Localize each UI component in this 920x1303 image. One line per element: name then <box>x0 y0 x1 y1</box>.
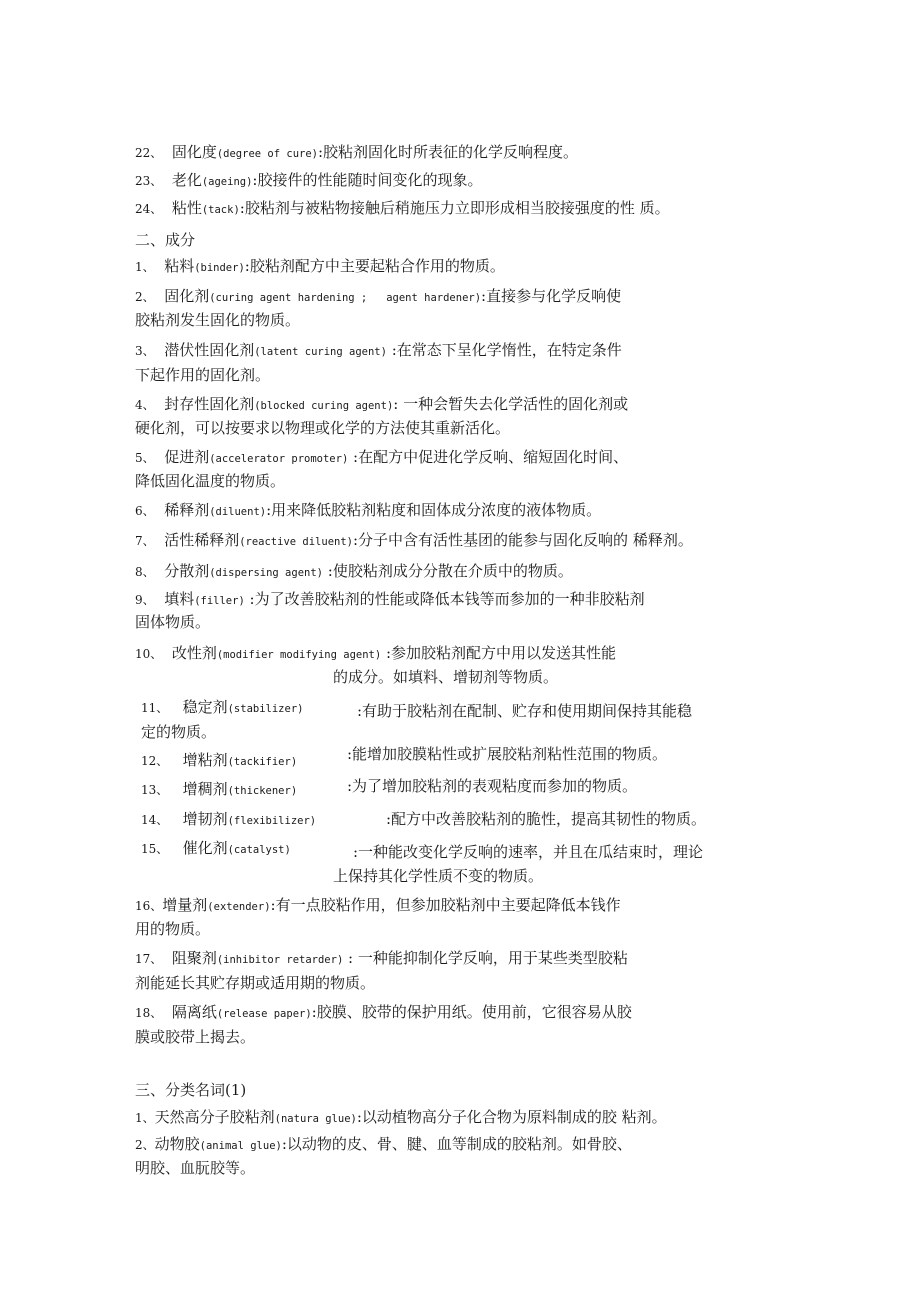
term-entry <box>135 1107 667 1129</box>
entry-english: (filler) <box>194 595 245 607</box>
entry-number: 22、 <box>135 146 163 160</box>
entry-term: 分散剂 <box>164 562 210 580</box>
entry-term: 填料 <box>164 590 195 608</box>
entry-english: (blocked curing agent) <box>254 400 394 412</box>
entry-term: 天然高分子胶粘剂 <box>154 1108 275 1126</box>
entry-english: (inhibitor retarder) <box>216 954 344 966</box>
entry-term: 改性剂 <box>171 644 217 662</box>
entry-number: 1、 <box>135 1111 155 1125</box>
entry-definition: :为了改善胶粘剂的性能或降低本钱等而参加的一种非胶粘剂 <box>244 590 645 608</box>
entry-definition: :用来降低胶粘剂粘度和固体成分浓度的液体物质。 <box>266 501 602 519</box>
entry-definition: :参加胶粘剂配方中用以发送其性能 <box>381 644 617 662</box>
term-entry <box>135 142 578 164</box>
term-entry <box>141 779 297 801</box>
entry-definition: :能增加胶膜粘性或扩展胶粘剂粘性范围的物质。 <box>347 745 668 763</box>
entry-term: 动物胶 <box>154 1135 200 1153</box>
entry-english: (degree of cure) <box>216 148 318 160</box>
entry-definition: :胶膜、胶带的保护用纸。使用前，它很容易从胶 <box>311 1003 632 1021</box>
entry-term: 活性稀释剂 <box>164 531 240 549</box>
term-entry <box>141 809 316 831</box>
entry-continuation: 固体物质。 <box>135 613 211 631</box>
entry-english: (reactive diluent) <box>239 536 353 548</box>
entry-definition: :胶粘剂与被粘物接触后稍施压力立即形成相当胶接强度的性 质。 <box>239 199 670 217</box>
entry-term: 增量剂 <box>162 896 208 914</box>
entry-term: 稀释剂 <box>164 501 210 519</box>
entry-number: 8、 <box>135 565 155 579</box>
entry-number: 9、 <box>135 593 155 607</box>
entry-number: 10、 <box>135 647 163 661</box>
entry-continuation: 用的物质。 <box>135 920 211 938</box>
entry-definition: :一种能改变化学反响的速率，并且在瓜结束时，理论 <box>353 843 704 861</box>
entry-definition: :胶接件的性能随时间变化的现象。 <box>252 171 483 189</box>
entry-term: 增粘剂 <box>182 751 228 769</box>
term-entry <box>135 589 645 611</box>
entry-term: 粘料 <box>164 257 195 275</box>
entry-number: 5、 <box>135 451 155 465</box>
entry-english: (dispersing agent) <box>209 567 323 579</box>
entry-continuation: 膜或胶带上揭去。 <box>135 1028 256 1046</box>
entry-definition: :在配方中促进化学反响、缩短固化时间、 <box>348 448 629 466</box>
entry-term: 固化度 <box>171 143 217 161</box>
entry-number: 16、 <box>135 899 163 913</box>
entry-term: 增韧剂 <box>182 810 228 828</box>
entry-number: 11、 <box>141 701 169 715</box>
entry-term: 稳定剂 <box>182 698 228 716</box>
entry-continuation: 胶粘剂发生固化的物质。 <box>135 311 301 329</box>
term-entry <box>135 643 616 665</box>
entry-english: (diluent) <box>209 506 267 518</box>
entry-term: 隔离纸 <box>171 1003 217 1021</box>
entry-number: 15、 <box>141 842 169 856</box>
entry-number: 13、 <box>141 783 169 797</box>
entry-english: (natura glue) <box>274 1113 357 1125</box>
entry-definition: :分子中含有活性基团的能参与固化反响的 稀释剂。 <box>353 531 693 549</box>
entry-definition: :胶粘剂固化时所表征的化学反响程度。 <box>318 143 579 161</box>
entry-term: 封存性固化剂 <box>164 395 255 413</box>
entry-continuation: 剂能延长其贮存期或适用期的物质。 <box>135 974 376 992</box>
entry-number: 6、 <box>135 504 155 518</box>
entry-english: (thickener) <box>227 785 298 797</box>
entry-definition: :为了增加胶粘剂的表观粘度而参加的物质。 <box>347 777 638 795</box>
entry-definition: :有一点胶粘作用，但参加胶粘剂中主要起降低本钱作 <box>270 896 621 914</box>
entry-definition: :有助于胶粘剂在配制、贮存和使用期间保持其能稳 <box>357 702 693 720</box>
entry-continuation: 下起作用的固化剂。 <box>135 366 271 384</box>
entry-english: (curing agent hardening ; agent hardener) <box>209 292 482 304</box>
entry-definition: :胶粘剂配方中主要起粘合作用的物质。 <box>244 257 505 275</box>
term-entry <box>135 286 621 308</box>
entry-definition: : 一种会暂失去化学活性的固化剂或 <box>393 395 629 413</box>
entry-english: (tack) <box>201 204 240 216</box>
term-entry <box>141 697 303 719</box>
entry-english: (modifier modifying agent) <box>216 649 382 661</box>
section-heading: 二、成分 <box>135 231 196 249</box>
entry-term: 阻聚剂 <box>171 949 217 967</box>
entry-term: 促进剂 <box>164 448 210 466</box>
entry-number: 24、 <box>135 202 163 216</box>
term-entry <box>141 838 291 860</box>
entry-english: (flexibilizer) <box>227 815 317 827</box>
term-entry <box>135 447 628 469</box>
entry-term: 增稠剂 <box>182 780 228 798</box>
entry-definition: :在常态下呈化学惰性，在特定条件 <box>386 341 622 359</box>
entry-definition: :以动植物高分子化合物为原料制成的胶 粘剂。 <box>356 1108 667 1126</box>
term-entry <box>135 1002 632 1024</box>
term-entry <box>135 530 693 552</box>
entry-number: 23、 <box>135 174 163 188</box>
entry-number: 2、 <box>135 1138 155 1152</box>
entry-term: 粘性 <box>171 199 202 217</box>
entry-number: 18、 <box>135 1006 163 1020</box>
entry-english: (ageing) <box>201 176 253 188</box>
entry-number: 1、 <box>135 260 155 274</box>
term-entry <box>141 750 297 772</box>
entry-number: 17、 <box>135 952 163 966</box>
entry-term: 催化剂 <box>182 839 228 857</box>
term-entry <box>135 198 670 220</box>
entry-definition: :直接参与化学反响使 <box>481 287 622 305</box>
entry-continuation: 硬化剂，可以按要求以物理或化学的方法使其重新活化。 <box>135 419 511 437</box>
term-entry <box>135 948 628 970</box>
term-entry <box>135 500 601 522</box>
term-entry <box>135 1134 632 1156</box>
term-entry <box>135 394 628 416</box>
entry-english: (stabilizer) <box>227 703 304 715</box>
entry-continuation: 的成分。如填料、增韧剂等物质。 <box>333 668 559 686</box>
entry-number: 7、 <box>135 534 155 548</box>
entry-continuation: 上保持其化学性质不变的物质。 <box>333 867 544 885</box>
entry-continuation: 降低固化温度的物质。 <box>135 472 286 490</box>
entry-english: (tackifier) <box>227 756 298 768</box>
term-entry <box>135 340 622 362</box>
entry-number: 4、 <box>135 398 155 412</box>
entry-term: 老化 <box>171 171 202 189</box>
entry-term: 潜伏性固化剂 <box>164 341 255 359</box>
entry-definition: : 一种能抑制化学反响，用于某些类型胶粘 <box>343 949 628 967</box>
entry-english: (animal glue) <box>199 1140 282 1152</box>
entry-definition: :使胶粘剂成分分散在介质中的物质。 <box>323 562 573 580</box>
entry-english: (binder) <box>194 262 245 274</box>
entry-english: (extender) <box>207 901 271 913</box>
term-entry <box>135 895 621 917</box>
entry-definition: :配方中改善胶粘剂的脆性，提高其韧性的物质。 <box>386 810 707 828</box>
entry-continuation: 明胶、血朊胶等。 <box>135 1159 256 1177</box>
term-entry <box>135 170 482 192</box>
term-entry <box>135 256 505 278</box>
entry-english: (release paper) <box>216 1008 312 1020</box>
entry-definition: :以动物的皮、骨、腱、血等制成的胶粘剂。如骨胶、 <box>281 1135 632 1153</box>
entry-english: (accelerator promoter) <box>209 453 349 465</box>
entry-number: 3、 <box>135 344 155 358</box>
entry-english: (catalyst) <box>227 844 291 856</box>
section-heading: 三、分类名词(1) <box>135 1081 247 1099</box>
entry-number: 12、 <box>141 754 169 768</box>
entry-continuation: 定的物质。 <box>141 723 217 741</box>
term-entry <box>135 561 573 583</box>
entry-english: (latent curing agent) <box>254 346 387 358</box>
entry-term: 固化剂 <box>164 287 210 305</box>
entry-number: 14、 <box>141 813 169 827</box>
entry-number: 2、 <box>135 290 155 304</box>
